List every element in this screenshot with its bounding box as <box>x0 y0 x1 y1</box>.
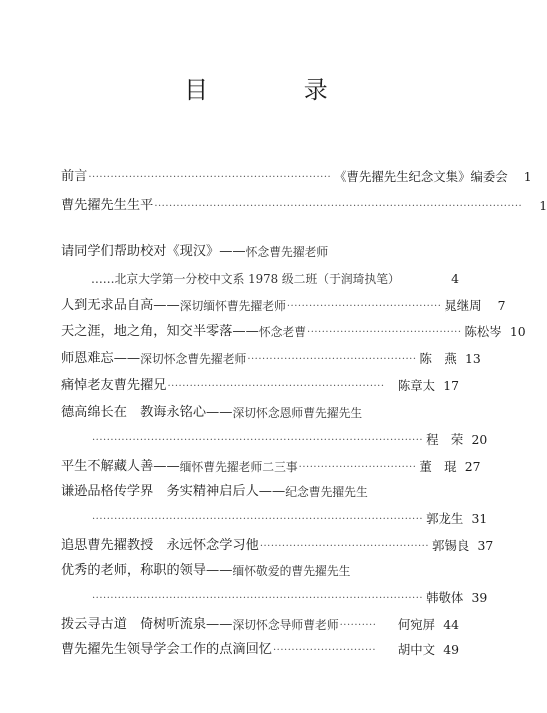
entry-title: 曹先擢先生领导学会工作的点滴回忆 <box>61 642 272 657</box>
entry-subtitle: 缅怀敬爱的曹先擢先生 <box>232 564 351 578</box>
entry-title: 德高绵长在 教诲永铭心—— <box>61 405 233 420</box>
entry-page: 1 <box>523 169 532 184</box>
leader-dots: ··························································· <box>167 381 385 392</box>
toc-entry-continuation[interactable] <box>91 589 488 607</box>
entry-subtitle: 缅怀曹先擢老师二三事 <box>179 460 298 474</box>
leader-dots: ···························· <box>273 645 377 656</box>
leader-dots: ································ <box>298 462 417 473</box>
entry-page: 17 <box>443 378 459 393</box>
toc-entry[interactable] <box>61 641 459 659</box>
entry-author: 郭龙生 <box>426 511 464 526</box>
toc-entry-continuation[interactable] <box>91 431 488 449</box>
entry-page: 27 <box>464 459 481 474</box>
entry-page: 49 <box>443 642 459 657</box>
entry-page: 7 <box>497 298 506 313</box>
leader-dots: ·························································································· <box>92 435 424 446</box>
toc-entry[interactable] <box>61 243 459 261</box>
leader-dots: ·································································· <box>88 172 332 183</box>
toc-entry[interactable] <box>61 168 532 186</box>
entry-page: 31 <box>471 511 488 526</box>
page-title: 目 录 <box>184 76 372 104</box>
entry-subtitle: 深切缅怀曹先擢老师 <box>179 299 286 313</box>
leader-dots: ···································································································· <box>154 201 523 212</box>
entry-subtitle: 怀念老曹 <box>258 325 307 339</box>
toc-entry[interactable] <box>61 483 459 501</box>
entry-author: 董 琨 <box>419 459 457 474</box>
entry-author: 陈章太 <box>397 378 435 393</box>
entry-title: 曹先擢先生生平 <box>61 198 154 213</box>
toc-entry[interactable] <box>61 297 506 315</box>
entry-author: 晁继周 <box>444 298 482 313</box>
leader-dots <box>401 270 434 288</box>
entry-title: 平生不解藏人善—— <box>61 459 180 474</box>
leader-dots: ·········· <box>339 620 377 631</box>
entry-author: 《曹先擢先生纪念文集》编委会 <box>334 169 508 184</box>
entry-author: 胡中文 <box>397 642 435 657</box>
entry-author: 何宛屏 <box>397 617 435 632</box>
entry-subtitle: 怀念曹先擢老师 <box>245 245 329 259</box>
leader-dots: ·········································· <box>307 327 462 338</box>
entry-author: 韩敬体 <box>426 590 464 605</box>
entry-title: 痛悼老友曹先擢兄 <box>61 378 167 393</box>
entry-author: 郭锡良 <box>432 538 470 553</box>
entry-title: 优秀的老师，称职的领导—— <box>61 563 233 578</box>
entry-page: 4 <box>451 271 459 286</box>
toc-entry[interactable] <box>61 537 494 555</box>
toc-entry[interactable] <box>61 562 459 580</box>
entry-title: 谦逊品格传学界 务实精神启后人—— <box>61 484 286 499</box>
entry-title: 人到无求品自高—— <box>61 298 180 313</box>
entry-page: 37 <box>477 538 494 553</box>
toc-entry[interactable] <box>61 350 481 368</box>
entry-title: 追思曹先擢教授 永远怀念学习他 <box>61 538 259 553</box>
toc-entry[interactable] <box>61 377 459 395</box>
leader-dots: ·························································································· <box>92 514 424 525</box>
entry-title: 天之涯，地之角，知交半零落—— <box>61 324 259 339</box>
toc-entry-continuation[interactable] <box>91 270 459 288</box>
entry-page: 10 <box>509 324 526 339</box>
entry-author: 程 荣 <box>426 432 464 447</box>
toc-entry-continuation[interactable] <box>91 510 488 528</box>
leader-dots: ·············································· <box>259 541 430 552</box>
entry-page: 44 <box>443 617 459 632</box>
entry-page: 13 <box>464 351 481 366</box>
entry-title: ……北京大学第一分校中文系 1978 级二班（于润琦执笔） <box>91 272 400 286</box>
entry-subtitle: 纪念曹先擢先生 <box>285 485 368 499</box>
entry-title: 前言 <box>61 169 88 184</box>
toc-entry[interactable] <box>61 197 547 215</box>
entry-author: 陈松岑 <box>464 324 502 339</box>
entry-subtitle: 深切怀念曹先擢老师 <box>140 352 247 366</box>
toc-entry[interactable] <box>61 616 459 634</box>
toc-entry[interactable] <box>61 404 459 422</box>
toc-entry[interactable] <box>61 458 481 476</box>
entry-subtitle: 深切怀念导师曹老师 <box>232 618 339 632</box>
toc-entry[interactable] <box>61 323 526 341</box>
entry-page: 39 <box>471 590 488 605</box>
entry-title: 请同学们帮助校对《现汉》—— <box>61 244 246 259</box>
entry-title: 师恩难忘—— <box>61 351 141 366</box>
leader-dots: ·············································· <box>247 354 417 365</box>
leader-dots: ·········································· <box>286 301 442 312</box>
entry-subtitle: 深切怀念恩师曹先擢先生 <box>232 406 363 420</box>
entry-author: 陈 燕 <box>419 351 457 366</box>
entry-title: 拨云寻古道 倚树听流泉—— <box>61 617 233 632</box>
leader-dots: ·························································································· <box>92 593 424 604</box>
entry-page: 20 <box>471 432 488 447</box>
entry-page: 1 <box>539 198 547 213</box>
